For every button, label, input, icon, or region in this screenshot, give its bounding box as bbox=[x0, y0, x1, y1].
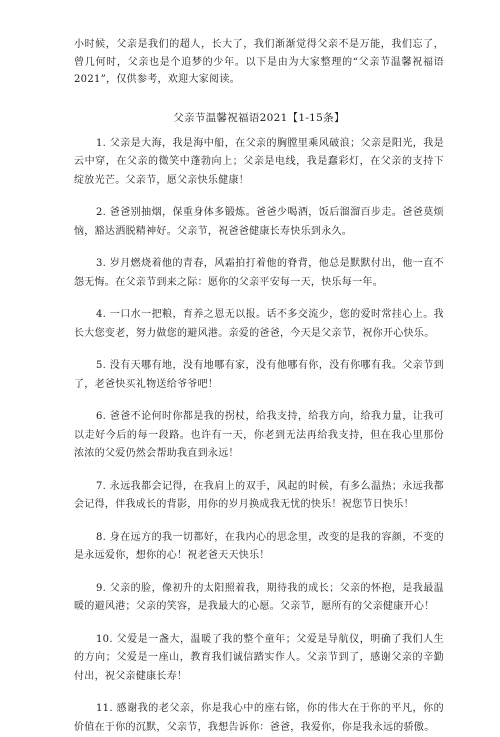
list-item: 2. 爸爸别抽烟，保重身体多锻炼。爸爸少喝酒，饭后溜溜百步走。爸爸莫烦恼，豁达洒脱精神好。父亲节，祝爸爸健康长寿快乐到永久。 bbox=[74, 207, 444, 237]
list-item: 3. 岁月燃烧着他的青春，风霜拍打着他的脊背，他总是默默付出，他一直不怨无悔。在父亲节到来之际：愿你的父亲平安每一天，快乐每一年。 bbox=[74, 258, 444, 288]
list-item: 10. 父爱是一盏大，温暖了我的整个童年；父爱是导航仪，明确了我们人生的方向；父爱是一座山，教育我们诚信踏实作人。父亲节到了，感谢父亲的辛勤付出，祝父亲健康长寿！ bbox=[74, 633, 444, 682]
list-item: 5. 没有天哪有地，没有地哪有家，没有他哪有你，没有你哪有我。父亲节到了，老爸快买礼物送给爷爷吧！ bbox=[74, 360, 444, 390]
list-item: 8. 身在远方的我一切都好，在我内心的思念里，改变的是我的容颜，不变的是永远爱你，想你的心！祝老爸天天快乐！ bbox=[74, 531, 444, 561]
list-item: 11. 感谢我的老父亲，你是我心中的座右铭，你的伟大在于你的平凡，你的价值在于你的沉默，父亲节，我想告诉你：爸爸，我爱你，你是我永远的骄傲。 bbox=[74, 703, 444, 733]
list-item: 1. 父亲是大海，我是海中船，在父亲的胸膛里乘风破浪；父亲是阳光，我是云中穿，在父亲的微笑中蓬勃向上；父亲是电线，我是蠢彩灯，在父亲的支持下绽放光芒。父亲节，愿父亲快乐健康！ bbox=[74, 137, 444, 186]
section-title: 父亲节温馨祝福语2021【1-15条】 bbox=[173, 111, 345, 124]
list-item: 9. 父亲的脸，像初升的太阳照着我，期待我的成长；父亲的怀抱，是我最温暖的避风港；父亲的笑容，是我最大的心愿。父亲节，愿所有的父亲健康开心！ bbox=[74, 582, 444, 612]
list-item: 6. 爸爸不论何时你都是我的拐杖，给我支持，给我方向，给我力量，让我可以走好今后的每一段路。也许有一天，你老到无法再给我支持，但在我心里那份浓浓的父爱仍然会帮助我直到永远！ bbox=[74, 411, 444, 459]
list-item: 7. 永远我都会记得，在我肩上的双手，风起的时候，有多么温热；永远我都会记得，伴我成长的背影，用你的岁月换成我无忧的快乐！祝您节日快乐！ bbox=[74, 480, 444, 510]
list-item: 4. 一口水一把粮，育养之恩无以报。话不多交流少，您的爱时常挂心上。我长大您变老，努力做您的避风港。亲爱的爸爸，今天是父亲节，祝你开心快乐。 bbox=[74, 309, 444, 339]
intro-paragraph: 小时候，父亲是我们的超人，长大了，我们渐渐觉得父亲不是万能，我们忘了，曾几何时，父亲也是个追梦的少年。以下是由为大家整理的“父亲节温馨祝福语2021”，仅供参考，欢迎大家阅读。 bbox=[74, 39, 444, 85]
